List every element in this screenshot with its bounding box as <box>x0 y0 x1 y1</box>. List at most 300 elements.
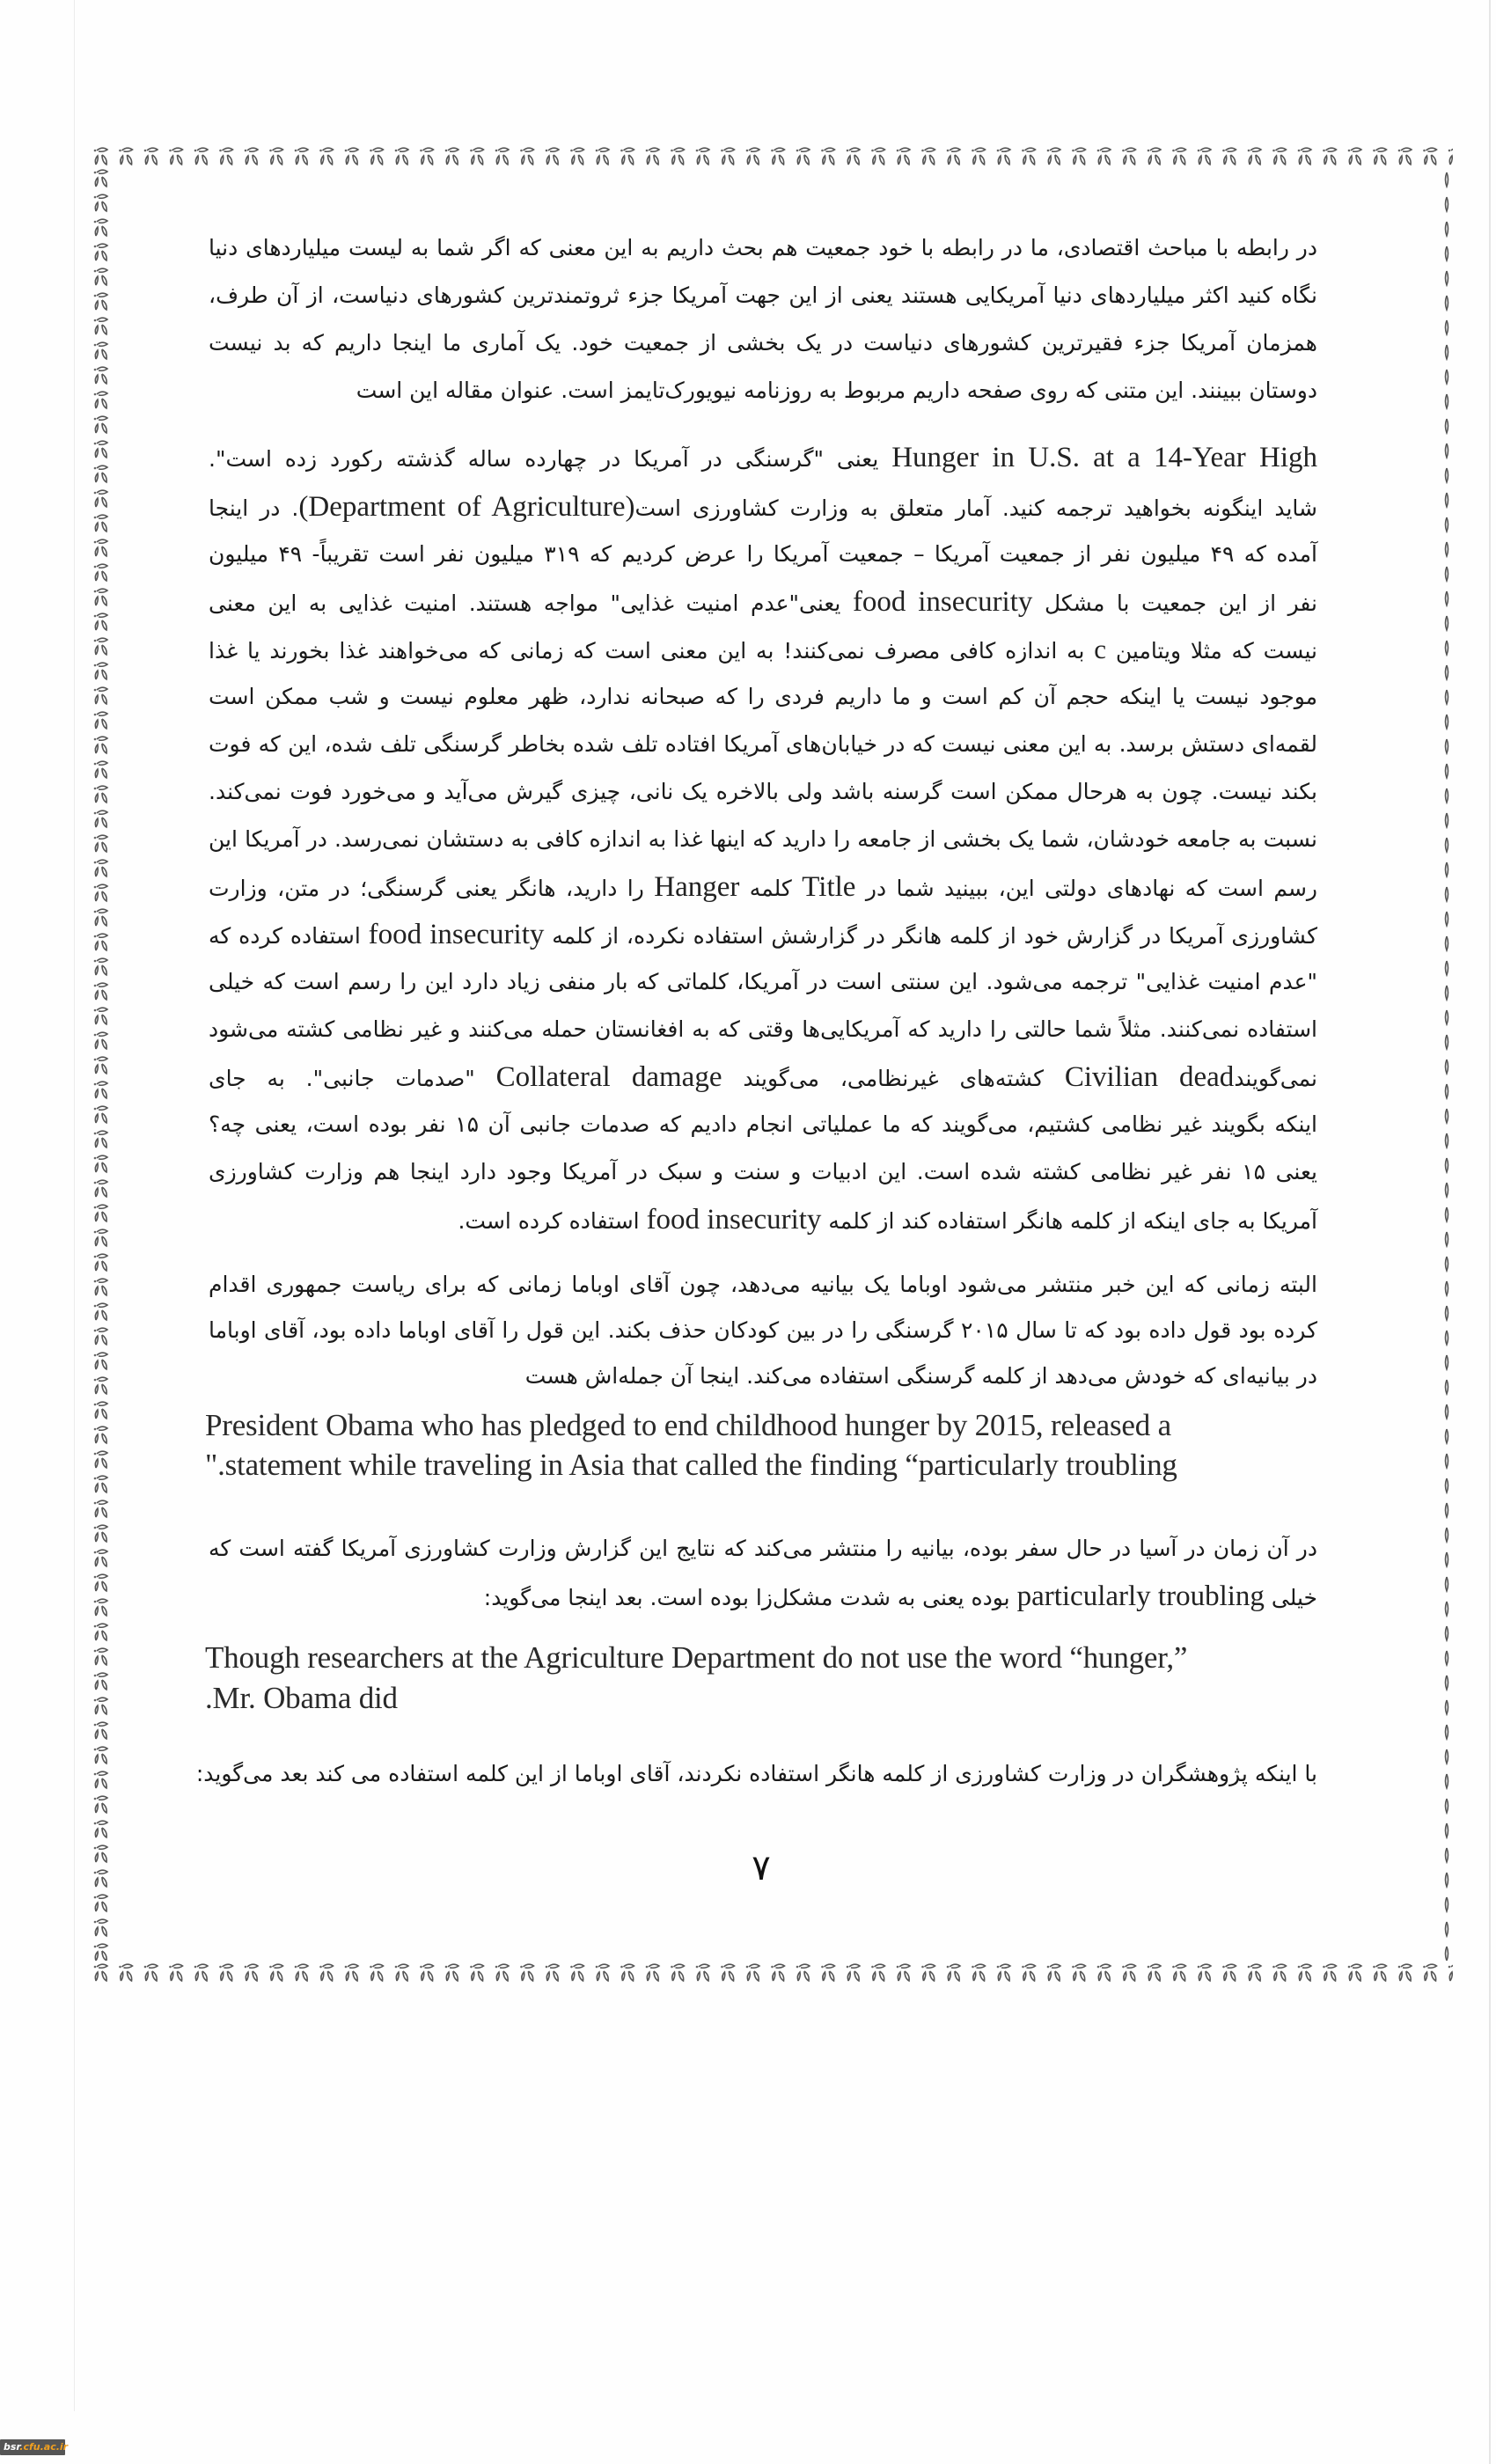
text-line <box>209 489 1317 524</box>
leaf-motif-icon <box>94 1796 107 1813</box>
leaf-motif-icon <box>219 148 232 165</box>
leaf-motif-icon <box>1446 616 1448 630</box>
text-fragment: نفر از این جمعیت با مشکل <box>1044 590 1318 616</box>
leaf-motif-icon <box>871 148 884 165</box>
leaf-motif-icon <box>546 1964 559 1981</box>
text-line: با اینکه پژوهشگران در وزارت کشاورزی از کلمه هانگر استفاده نکردند، آقای اوباما از این کلمه استفاده می کند بعد می‌گوید: <box>195 1761 1317 1786</box>
leaf-motif-icon <box>94 638 107 655</box>
leaf-motif-icon <box>94 1279 107 1295</box>
leaf-motif-icon <box>345 148 358 165</box>
leaf-motif-icon <box>94 1254 107 1271</box>
leaf-motif-icon <box>94 983 107 1000</box>
leaf-motif-icon <box>94 1964 107 1981</box>
leaf-motif-icon <box>119 1964 132 1981</box>
leaf-motif-icon <box>245 1964 258 1981</box>
leaf-motif-icon <box>94 589 107 605</box>
leaf-motif-icon <box>1448 1964 1453 1981</box>
leaf-motif-icon <box>94 860 107 876</box>
leaf-motif-icon <box>395 148 408 165</box>
text-line: لقمه‌ای دستش برسد. به این معنی نیست که در خیابان‌های آمریکا افتاده تلف شده بخاطر گرسنگی تلف شده، این که فوت <box>209 731 1317 757</box>
leaf-motif-icon <box>1423 148 1436 165</box>
leaf-motif-icon <box>1446 246 1448 260</box>
leaf-motif-icon <box>1348 1964 1361 1981</box>
leaf-motif-icon <box>94 318 107 334</box>
leaf-motif-icon <box>1446 641 1448 655</box>
leaf-motif-icon <box>295 148 308 165</box>
text-line <box>209 440 1317 475</box>
leaf-motif-icon <box>1198 148 1211 165</box>
text-line <box>209 917 1317 952</box>
leaf-motif-icon <box>94 1205 107 1221</box>
text-line: همزمان آمریکا جزء فقیرترین کشورهای دنیاست در یک بخشی از جمعیت خود. یک آماری ما اینجا داریم که بد نیست <box>209 330 1317 356</box>
leaf-motif-icon <box>1172 148 1185 165</box>
leaf-motif-icon <box>1272 1964 1286 1981</box>
text-line <box>209 869 1317 905</box>
leaf-motif-icon <box>94 1771 107 1788</box>
leaf-motif-icon <box>1446 862 1448 876</box>
text-fragment: یعنی "گرسنگی در آمریکا در چهارده ساله گذشته رکورد زده است". <box>209 446 879 472</box>
english-term: Title <box>802 871 856 903</box>
leaf-motif-icon <box>771 1964 784 1981</box>
leaf-motif-icon <box>1446 961 1448 975</box>
leaf-motif-icon <box>495 1964 509 1981</box>
leaf-motif-icon <box>1398 148 1412 165</box>
leaf-motif-icon <box>871 1964 884 1981</box>
leaf-motif-icon <box>94 1624 107 1640</box>
leaf-motif-icon <box>1446 912 1448 926</box>
leaf-motif-icon <box>94 342 107 359</box>
english-term: c <box>1094 634 1107 664</box>
leaf-motif-icon <box>746 1964 759 1981</box>
english-quote-line: .Mr. Obama did <box>205 1681 398 1715</box>
leaf-motif-icon <box>1446 838 1448 852</box>
leaf-motif-icon <box>94 293 107 310</box>
text-fragment: استفاده کرده است. <box>458 1208 640 1234</box>
english-quote-line: ".statement while traveling in Asia that called the finding “particularly troubling <box>205 1448 1177 1482</box>
text-fragment: به اندازه کافی مصرف نمی‌کنند! به این معنی است که زمانی که می‌خواهند غذا بخورند یا غذا <box>209 638 1085 664</box>
leaf-motif-icon <box>997 1964 1010 1981</box>
leaf-motif-icon <box>94 1500 107 1517</box>
leaf-motif-icon <box>921 148 935 165</box>
leaf-motif-icon <box>94 934 107 950</box>
leaf-motif-icon <box>94 1328 107 1345</box>
leaf-motif-icon <box>1446 1478 1448 1492</box>
leaf-motif-icon <box>1446 394 1448 408</box>
leaf-motif-icon <box>94 1131 107 1148</box>
leaf-motif-icon <box>1298 1964 1311 1981</box>
leaf-motif-icon <box>997 148 1010 165</box>
leaf-motif-icon <box>1446 591 1448 605</box>
leaf-motif-icon <box>144 148 158 165</box>
leaf-motif-icon <box>445 148 458 165</box>
leaf-motif-icon <box>1446 813 1448 827</box>
leaf-motif-icon <box>269 148 282 165</box>
leaf-motif-icon <box>94 1845 107 1862</box>
leaf-motif-icon <box>194 1964 208 1981</box>
leaf-motif-icon <box>1373 1964 1386 1981</box>
english-term: Civilian <box>1064 1061 1159 1093</box>
leaf-motif-icon <box>495 148 509 165</box>
text-line <box>209 632 1317 667</box>
leaf-motif-icon <box>445 1964 458 1981</box>
leaf-motif-icon <box>570 1964 583 1981</box>
leaf-motif-icon <box>94 194 107 211</box>
leaf-motif-icon <box>1398 1964 1412 1981</box>
leaf-motif-icon <box>1448 148 1453 165</box>
leaf-motif-icon <box>319 1964 333 1981</box>
leaf-motif-icon <box>94 1180 107 1197</box>
leaf-motif-icon <box>94 1673 107 1690</box>
leaf-motif-icon <box>696 1964 709 1981</box>
leaf-motif-icon <box>1148 1964 1161 1981</box>
leaf-motif-icon <box>897 148 910 165</box>
leaf-motif-icon <box>94 810 107 827</box>
leaf-motif-icon <box>1446 1503 1448 1517</box>
leaf-motif-icon <box>1298 148 1311 165</box>
leaf-motif-icon <box>94 1648 107 1665</box>
leaf-motif-icon <box>1446 197 1448 211</box>
leaf-motif-icon <box>1272 148 1286 165</box>
leaf-motif-icon <box>1446 1355 1448 1369</box>
leaf-motif-icon <box>821 1964 834 1981</box>
border-motif-bottom-icon <box>93 1961 1453 1985</box>
leaf-motif-icon <box>847 1964 860 1981</box>
leaf-motif-icon <box>796 1964 810 1981</box>
english-term: Hanger <box>654 871 740 903</box>
leaf-motif-icon <box>94 490 107 507</box>
text-line: نسبت به جامعه خودشان، شما یک بخشی از جامعه را دارید که اینها غذا به اندازه کافی به دستشان نمی‌رسد. در آمریکا این <box>209 826 1317 852</box>
leaf-motif-icon <box>1446 1602 1448 1616</box>
text-line: موجود نیست یا اینکه حجم آن کم است و ما داریم فردی را که صبحانه ندارد، ظهر معلوم نیست و شب ممکن است <box>209 684 1317 709</box>
text-fragment: شاید اینگونه بخواهید ترجمه کنید. آمار متعلق به وزارت کشاورزی است <box>634 495 1317 521</box>
english-term: (Department of Agriculture) <box>298 491 635 523</box>
leaf-motif-icon <box>1446 1725 1448 1739</box>
leaf-motif-icon <box>94 466 107 482</box>
leaf-motif-icon <box>94 1377 107 1394</box>
leaf-motif-icon <box>1446 1626 1448 1640</box>
leaf-motif-icon <box>94 244 107 260</box>
leaf-motif-icon <box>947 1964 960 1981</box>
leaf-motif-icon <box>345 1964 358 1981</box>
leaf-motif-icon <box>821 148 834 165</box>
leaf-motif-icon <box>94 1476 107 1492</box>
text-line: در رابطه با مباحث اقتصادی، ما در رابطه با خود جمعیت هم بحث داریم به این معنی که اگر شما به لیست میلیاردهای دنیا <box>209 235 1317 260</box>
text-fragment: . در اینجا <box>209 495 299 521</box>
site-watermark <box>0 2439 69 2455</box>
leaf-motif-icon <box>1446 370 1448 384</box>
leaf-motif-icon <box>646 1964 659 1981</box>
leaf-motif-icon <box>219 1964 232 1981</box>
leaf-motif-icon <box>1446 986 1448 1000</box>
text-line: دوستان ببینند. این متنی که روی صفحه داریم مربوط به روزنامه نیویورک‌تایمز است. عنوان مقاله این است <box>356 378 1317 403</box>
leaf-motif-icon <box>1097 148 1111 165</box>
leaf-motif-icon <box>1446 1947 1448 1961</box>
text-line: بکند نیست. چون به هرحال ممکن است گرسنه باشد ولی بالاخره یک نانی، چیزی گیرش می‌آید و می‌خورد فوت نمی‌کند. <box>209 779 1317 804</box>
leaf-motif-icon <box>94 1451 107 1468</box>
leaf-motif-icon <box>570 148 583 165</box>
leaf-motif-icon <box>94 1574 107 1591</box>
text-line: کرده بود قول داده بود که تا سال ۲۰۱۵ گرسنگی را در بین کودکان حذف بکند. این قول را آقای اوباما داده بود، آقای اوباما <box>209 1317 1317 1343</box>
leaf-motif-icon <box>1446 887 1448 901</box>
leaf-motif-icon <box>269 1964 282 1981</box>
leaf-motif-icon <box>370 148 383 165</box>
watermark-part2: .cfu.ac.ir <box>19 2441 69 2453</box>
leaf-motif-icon <box>1122 1964 1135 1981</box>
leaf-motif-icon <box>94 712 107 729</box>
leaf-motif-icon <box>671 148 684 165</box>
leaf-motif-icon <box>1172 1964 1185 1981</box>
leaf-motif-icon <box>596 148 609 165</box>
leaf-motif-icon <box>520 1964 533 1981</box>
leaf-motif-icon <box>94 1895 107 1911</box>
leaf-motif-icon <box>596 1964 609 1981</box>
decorative-border-bottom <box>93 1961 1453 1985</box>
leaf-motif-icon <box>771 148 784 165</box>
leaf-motif-icon <box>1446 1010 1448 1024</box>
leaf-motif-icon <box>169 1964 182 1981</box>
leaf-motif-icon <box>94 148 107 165</box>
leaf-motif-icon <box>721 1964 734 1981</box>
leaf-motif-icon <box>1446 764 1448 778</box>
leaf-motif-icon <box>94 1821 107 1837</box>
leaf-motif-icon <box>94 1698 107 1714</box>
text-fragment: خیلی <box>1271 1585 1317 1610</box>
english-term: particularly troubling <box>1016 1580 1265 1612</box>
leaf-motif-icon <box>1446 1700 1448 1714</box>
english-term: Hunger in U.S. at a 14-Year High <box>891 442 1317 473</box>
leaf-motif-icon <box>1446 1133 1448 1148</box>
leaf-motif-icon <box>1446 1281 1448 1295</box>
leaf-motif-icon <box>1446 1158 1448 1172</box>
text-fragment: آمریکا به جای اینکه از کلمه هانگر استفاده کند از کلمه <box>828 1208 1317 1234</box>
text-line: در بیانیه‌ای که خودش می‌دهد از کلمه گرسنگی استفاده می‌کند. اینجا آن جمله‌اش هست <box>524 1363 1317 1389</box>
leaf-motif-icon <box>94 1303 107 1320</box>
text-fragment: را دارید، هانگر یعنی گرسنگی؛ در متن، وزارت <box>209 876 644 901</box>
leaf-motif-icon <box>921 1964 935 1981</box>
leaf-motif-icon <box>520 148 533 165</box>
scan-edge-left <box>74 0 75 2411</box>
leaf-motif-icon <box>1446 1528 1448 1542</box>
leaf-motif-icon <box>1446 1060 1448 1074</box>
leaf-motif-icon <box>1446 468 1448 482</box>
leaf-motif-icon <box>646 148 659 165</box>
leaf-motif-icon <box>1323 148 1336 165</box>
leaf-motif-icon <box>94 613 107 630</box>
leaf-motif-icon <box>972 1964 985 1981</box>
leaf-motif-icon <box>94 1008 107 1024</box>
leaf-motif-icon <box>1446 936 1448 950</box>
watermark-part1: bsr <box>4 2441 20 2453</box>
border-motif-top-icon <box>93 144 1453 169</box>
leaf-motif-icon <box>1047 148 1060 165</box>
leaf-motif-icon <box>1446 345 1448 359</box>
leaf-motif-icon <box>94 564 107 581</box>
leaf-motif-icon <box>1446 1873 1448 1887</box>
leaf-motif-icon <box>94 958 107 975</box>
leaf-motif-icon <box>1446 444 1448 458</box>
leaf-motif-icon <box>194 148 208 165</box>
leaf-motif-icon <box>94 539 107 556</box>
english-term: food insecurity <box>852 586 1033 618</box>
leaf-motif-icon <box>1446 1897 1448 1911</box>
leaf-motif-icon <box>1446 542 1448 556</box>
leaf-motif-icon <box>1423 1964 1436 1981</box>
text-fragment: بوده یعنی به شدت مشکل‌زا بوده است. بعد اینجا می‌گوید: <box>483 1585 1010 1610</box>
leaf-motif-icon <box>420 1964 433 1981</box>
leaf-motif-icon <box>94 1550 107 1566</box>
leaf-motif-icon <box>1022 1964 1035 1981</box>
leaf-motif-icon <box>94 268 107 285</box>
english-term: food insecurity <box>646 1204 822 1236</box>
leaf-motif-icon <box>94 1870 107 1887</box>
leaf-motif-icon <box>94 219 107 236</box>
english-term: dead <box>1179 1061 1235 1093</box>
leaf-motif-icon <box>1446 517 1448 532</box>
leaf-motif-icon <box>420 148 433 165</box>
border-motif-left-icon <box>92 169 118 1961</box>
leaf-motif-icon <box>1248 1964 1261 1981</box>
leaf-motif-icon <box>1446 1454 1448 1468</box>
leaf-motif-icon <box>94 835 107 852</box>
leaf-motif-icon <box>94 1082 107 1098</box>
leaf-motif-icon <box>972 148 985 165</box>
leaf-motif-icon <box>1446 1380 1448 1394</box>
leaf-motif-icon <box>1446 1232 1448 1246</box>
leaf-motif-icon <box>1446 1331 1448 1345</box>
leaf-motif-icon <box>1323 1964 1336 1981</box>
text-line: اینکه بگویند غیر نظامی کشتیم، می‌گویند که ما عملیاتی انجام دادیم که صدمات جانبی آن ۱۵ نفر بوده است، یعنی چه؟ <box>209 1111 1317 1137</box>
leaf-motif-icon <box>94 367 107 384</box>
leaf-motif-icon <box>1446 1109 1448 1123</box>
text-line: آمده که ۴۹ میلیون نفر از جمعیت آمریکا – جمعیت آمریکا را عرض کردیم که ۳۱۹ میلیون نفر است تقریباً- ۴۹ میلیون <box>209 541 1317 567</box>
scan-edge-right <box>1489 0 1491 2464</box>
leaf-motif-icon <box>94 1106 107 1123</box>
text-fragment: کلمه <box>749 876 792 901</box>
decorative-border-top <box>93 144 1453 169</box>
leaf-motif-icon <box>94 170 107 187</box>
leaf-motif-icon <box>1222 148 1236 165</box>
page-number: ۷ <box>752 1848 771 1888</box>
text-fragment: کشته‌های غیرنظامی، می‌گویند <box>743 1066 1044 1091</box>
text-line <box>209 1060 1317 1095</box>
leaf-motif-icon <box>1097 1964 1111 1981</box>
text-fragment: "صدمات جانبی". به جای <box>209 1066 475 1091</box>
leaf-motif-icon <box>1446 1651 1448 1665</box>
leaf-motif-icon <box>94 515 107 532</box>
leaf-motif-icon <box>897 1964 910 1981</box>
text-fragment: کشاورزی آمریکا در گزارش خود از کلمه هانگر در گزارشش استفاده نکرده، از کلمه <box>552 923 1317 949</box>
leaf-motif-icon <box>1446 567 1448 581</box>
text-line: استفاده نمی‌کنند. مثلاً شما حالتی را دارید که آمریکایی‌ها وقتی که به افغانستان حمله می‌کنند و غیر نظامی کشته می‌شود <box>209 1016 1317 1042</box>
leaf-motif-icon <box>1348 148 1361 165</box>
text-fragment: استفاده کرده که <box>209 923 361 949</box>
leaf-motif-icon <box>1446 1676 1448 1690</box>
leaf-motif-icon <box>94 416 107 433</box>
leaf-motif-icon <box>370 1964 383 1981</box>
leaf-motif-icon <box>1047 1964 1060 1981</box>
leaf-motif-icon <box>1122 148 1135 165</box>
leaf-motif-icon <box>1446 715 1448 729</box>
leaf-motif-icon <box>620 148 634 165</box>
leaf-motif-icon <box>1446 172 1448 187</box>
text-fragment: نیست که مثلا ویتامین <box>1115 638 1317 664</box>
leaf-motif-icon <box>546 148 559 165</box>
leaf-motif-icon <box>1446 320 1448 334</box>
text-line: البته زمانی که این خبر منتشر می‌شود اوباما یک بیانیه می‌دهد، چون آقای اوباما زمانی که برای ریاست جمهوری اقدام <box>209 1272 1317 1297</box>
leaf-motif-icon <box>1446 493 1448 507</box>
leaf-motif-icon <box>94 1525 107 1542</box>
english-quote-line: Though researchers at the Agriculture Department do not use the word “hunger,” <box>205 1640 1188 1675</box>
leaf-motif-icon <box>1446 1306 1448 1320</box>
leaf-motif-icon <box>1148 148 1161 165</box>
leaf-motif-icon <box>1446 222 1448 236</box>
leaf-motif-icon <box>1446 665 1448 679</box>
leaf-motif-icon <box>94 1747 107 1764</box>
english-term: Collateral damage <box>495 1061 722 1093</box>
leaf-motif-icon <box>1446 1207 1448 1221</box>
leaf-motif-icon <box>94 1599 107 1616</box>
leaf-motif-icon <box>1446 1749 1448 1764</box>
decorative-border-right <box>1439 169 1455 1961</box>
text-line <box>209 1579 1317 1614</box>
leaf-motif-icon <box>94 737 107 753</box>
english-term: food insecurity <box>368 919 545 950</box>
leaf-motif-icon <box>94 1353 107 1369</box>
text-fragment: نمی‌گویند <box>1234 1066 1318 1091</box>
text-fragment: رسم است که نهادهای دولتی این، ببینید شما در <box>865 876 1317 901</box>
leaf-motif-icon <box>119 148 132 165</box>
leaf-motif-icon <box>94 1426 107 1443</box>
leaf-motif-icon <box>671 1964 684 1981</box>
leaf-motif-icon <box>1446 1183 1448 1197</box>
leaf-motif-icon <box>94 1402 107 1419</box>
leaf-motif-icon <box>796 148 810 165</box>
leaf-motif-icon <box>1248 148 1261 165</box>
leaf-motif-icon <box>1072 148 1085 165</box>
leaf-motif-icon <box>1446 1035 1448 1049</box>
leaf-motif-icon <box>1446 1922 1448 1936</box>
leaf-motif-icon <box>295 1964 308 1981</box>
leaf-motif-icon <box>1446 1848 1448 1862</box>
leaf-motif-icon <box>94 884 107 901</box>
text-line: "عدم امنیت غذایی" ترجمه می‌شود. این سنتی است در آمریکا، کلماتی که بار منفی زیاد دارد این را رسم است که خیلی <box>209 969 1317 994</box>
leaf-motif-icon <box>94 1944 107 1961</box>
text-line: یعنی ۱۵ نفر غیر نظامی کشته شده است. این ادبیات و سنت و سبک در آمریکا وجود دارد اینجا هم وزارت کشاورزی <box>209 1159 1317 1184</box>
leaf-motif-icon <box>721 148 734 165</box>
leaf-motif-icon <box>696 148 709 165</box>
leaf-motif-icon <box>94 392 107 408</box>
leaf-motif-icon <box>1222 1964 1236 1981</box>
leaf-motif-icon <box>1446 1084 1448 1098</box>
text-fragment: یعنی"عدم امنیت غذایی" مواجه هستند. امنیت غذایی به این معنی <box>209 590 841 616</box>
leaf-motif-icon <box>94 1722 107 1739</box>
leaf-motif-icon <box>470 1964 483 1981</box>
leaf-motif-icon <box>319 148 333 165</box>
leaf-motif-icon <box>847 148 860 165</box>
leaf-motif-icon <box>395 1964 408 1981</box>
leaf-motif-icon <box>94 786 107 803</box>
text-line: در آن زمان در آسیا در حال سفر بوده، بیانیه را منتشر می‌کند که نتایج این گزارش وزارت کشاورزی آمریکا گفته است که <box>209 1536 1317 1561</box>
leaf-motif-icon <box>1373 148 1386 165</box>
leaf-motif-icon <box>1446 690 1448 704</box>
decorative-border-left <box>92 169 118 1961</box>
leaf-motif-icon <box>94 1919 107 1936</box>
leaf-motif-icon <box>1446 1257 1448 1271</box>
leaf-motif-icon <box>94 1057 107 1074</box>
leaf-motif-icon <box>1446 1404 1448 1419</box>
leaf-motif-icon <box>1446 271 1448 285</box>
leaf-motif-icon <box>1446 1577 1448 1591</box>
